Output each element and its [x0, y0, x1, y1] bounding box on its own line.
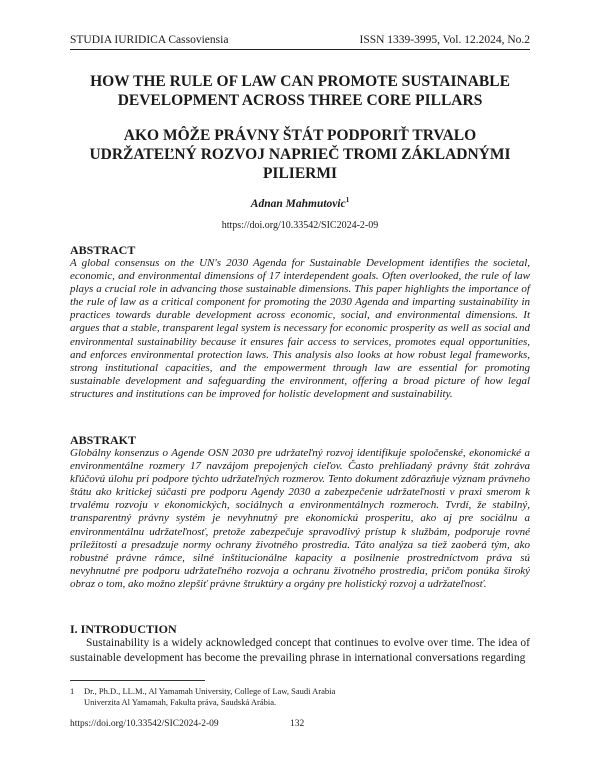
- introduction-text: Sustainability is a widely acknowledged concept that continues to evolve over time. The idea of sustainable development has become the prevailing phrase in international conversations regarding: [70, 637, 530, 664]
- title-english: [70, 72, 530, 110]
- footer-doi[interactable]: https://doi.org/10.33542/SIC2024-2-09: [70, 719, 219, 729]
- title-slovak-line-2: UDRŽATEĽNÝ ROZVOJ NAPRIEČ TROMI ZÁKLADNÝMI: [89, 146, 511, 163]
- title-slovak-line-3: PILIERMI: [262, 165, 338, 182]
- author-name: Adnan Mahmutovic: [250, 197, 346, 210]
- running-header: [70, 34, 530, 46]
- author-footnote-mark: 1: [345, 196, 350, 204]
- page-footer: [70, 719, 530, 729]
- title-english-line-1: HOW THE RULE OF LAW CAN PROMOTE SUSTAINABLE: [90, 73, 510, 90]
- footnote-line-1: Dr., Ph.D., LL.M., Al Yamamah University, College of Law, Saudi Arabia: [84, 686, 336, 696]
- title-slovak-line-1: AKO MÔŽE PRÁVNY ŠTÁT PODPORIŤ TRVALO: [123, 127, 477, 144]
- header-divider: [70, 49, 530, 50]
- journal-name: STUDIA IURIDICA Cassoviensia: [70, 34, 229, 46]
- abstract-heading: ABSTRACT: [70, 243, 136, 257]
- title-slovak: [70, 126, 530, 183]
- footnote: [70, 686, 335, 708]
- issn-volume: ISSN 1339-3995, Vol. 12.2024, No.2: [359, 34, 530, 46]
- author: [70, 196, 530, 210]
- abstract-text: A global consensus on the UN's 2030 Agenda for Sustainable Development identifies the societal, economic, and environmental dimensions of 17 interdependent goals. Often overlooked, the rule of law plays a crucial role in advancing those sustainable dimensions. This paper highlights the importance of the rule of law as a critical component for promoting the 2030 Agenda and imparting sustainability in practices towards durable development across economic, social, and environmental dimensions. It argues that a stable, transparent legal system is necessary for economic prosperity as well as social and environmental sustainability because it ensures fair access to services, promotes equal opportunities, and enforces environmental protection laws. This analysis also looks at how robust legal frameworks, strong institutional capacities, and the empowerment through law are essential for promoting sustainable development and safeguarding the environment, offering a broad picture of how legal structures and institutions can be improved for holistic development and sustainability.: [70, 257, 530, 400]
- title-english-line-2: DEVELOPMENT ACROSS THREE CORE PILLARS: [117, 92, 483, 109]
- introduction-heading: I. INTRODUCTION: [70, 622, 177, 636]
- doi-link[interactable]: https://doi.org/10.33542/SIC2024-2-09: [221, 220, 379, 231]
- page-number: 132: [290, 719, 305, 729]
- footnote-line-2: Univerzita Al Yamamah, Fakulta práva, Saudská Arábia.: [84, 697, 277, 707]
- abstrakt-text: Globálny konsenzus o Agende OSN 2030 pre udržateľný rozvoj identifikuje spoločenské, ekonomické a environmentálne rozmery 17 navzájom prepojených cieľov. Často prehliadaný právny štát zohráva kľúčovú úlohu pri podpore týchto udržateľných rozmerov. Tento dokument zdôrazňuje význam právneho štátu ako kritickej súčasti pre podporu Agendy 2030 a zabezpečenie udržateľnosti v praxi smerom k trvalému rozvoju v ekonomických, sociálnych a environmentálnych rozmeroch. Tvrdí, že stabilný, transparentný právny systém je nevyhnutný pre ekonomickú prosperitu, ako aj pre sociálnu a environmentálnu udržateľnosť, pretože zabezpečuje spravodlivý prístup k službám, podporuje rovné príležitosti a presadzuje normy ochrany životného prostredia. Táto analýza sa tiež zaoberá tým, ako robustné právne rámce, silné inštitucionálne kapacity a posilnenie prostredníctvom práva sú nevyhnutné pre podporu udržateľného rozvoja a ochranu životného prostredia, pričom ponúka široký obraz o tom, ako možno zlepšiť právne štruktúry a orgány pre holistický rozvoj a udržateľnosť.: [70, 447, 530, 590]
- abstrakt-heading: ABSTRAKT: [70, 433, 137, 447]
- footnote-number: 1: [70, 686, 75, 696]
- footnote-divider: [70, 680, 205, 681]
